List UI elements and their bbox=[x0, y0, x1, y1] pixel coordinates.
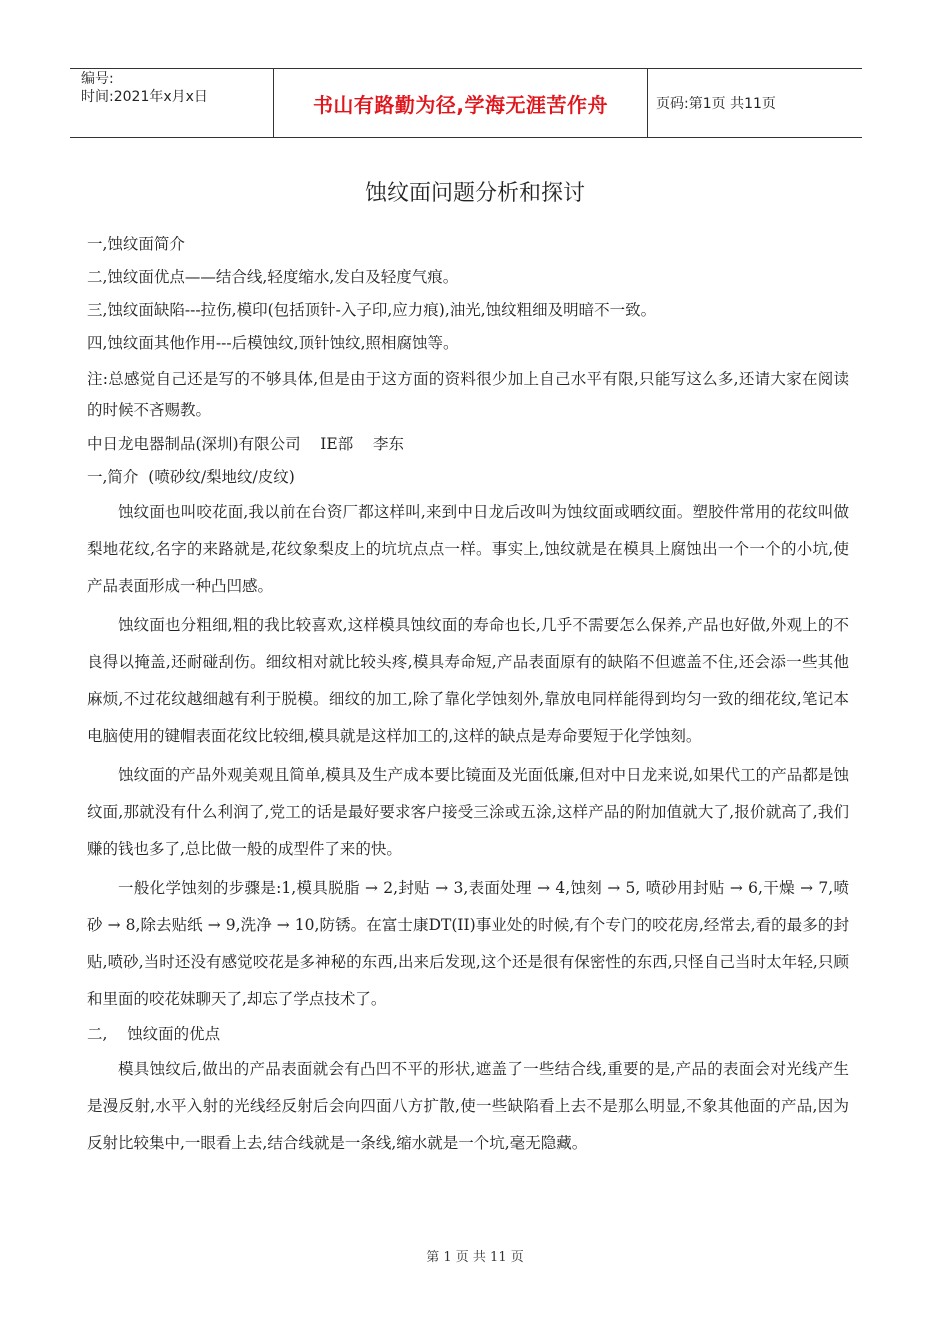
outline-item: 一,蚀纹面简介 bbox=[87, 235, 185, 253]
body-paragraph: 一般化学蚀刻的步骤是:1,模具脱脂 → 2,封贴 → 3,表面处理 → 4,蚀刻 → 5, 喷砂用封贴 → 6,干燥 → 7,喷砂 → 8,除去贴纸 → 9,洗净 → 10,防锈。在富士康DT(II)事业处的时候,有个专门的咬花房,经常去,看的最多的封贴,喷砂,当时还没有感觉咬花是多神秘的东西,出来后发现,这个还是很有保密性的东西,只怪自己当时太年轻,只顾和里面的咬花妹聊天了,却忘了学点技术了。 bbox=[87, 879, 849, 1008]
outline-item: 二,蚀纹面优点——结合线,轻度缩水,发白及轻度气痕。 bbox=[87, 268, 459, 286]
author-note: 注:总感觉自己还是写的不够具体,但是由于这方面的资料很少加上自己水平有限,只能写这么多,还请大家在阅读的时候不吝赐教。 bbox=[87, 370, 849, 419]
body-paragraph: 蚀纹面的产品外观美观且简单,模具及生产成本要比镜面及光面低廉,但对中日龙来说,如果代工的产品都是蚀纹面,那就没有什么利润了,党工的话是最好要求客户接受三涂或五涂,这样产品的附加值就大了,报价就高了,我们赚的钱也多了,总比做一般的成型件了来的快。 bbox=[87, 766, 849, 858]
document-title: 蚀纹面问题分析和探讨 bbox=[364, 181, 585, 206]
author-line: 中日龙电器制品(深圳)有限公司 IE部 李东 bbox=[87, 435, 404, 453]
section-heading: 二, 蚀纹面的优点 bbox=[87, 1025, 221, 1043]
outline-item: 三,蚀纹面缺陷---拉伤,模印(包括顶针-入子印,应力痕),油光,蚀纹粗细及明暗不一致。 bbox=[87, 301, 657, 319]
header-table bbox=[70, 68, 862, 138]
header-meta-cell bbox=[70, 69, 273, 137]
body-paragraph: 模具蚀纹后,做出的产品表面就会有凸凹不平的形状,遮盖了一些结合线,重要的是,产品的表面会对光线产生是漫反射,水平入射的光线经反射后会向四面八方扩散,使一些缺陷看上去不是那么明显,不象其他面的产品,因为反射比较集中,一眼看上去,结合线就是一条线,缩水就是一个坑,毫无隐藏。 bbox=[87, 1060, 849, 1152]
document-number-label: 编号: bbox=[81, 71, 114, 87]
section-heading: 一,简介 (喷砂纹/梨地纹/皮纹) bbox=[87, 468, 295, 486]
document-time-label: 时间:2021年x月x日 bbox=[81, 89, 208, 105]
page-footer: 第 1 页 共 11 页 bbox=[426, 1250, 524, 1265]
body-paragraph: 蚀纹面也叫咬花面,我以前在台资厂都这样叫,来到中日龙后改叫为蚀纹面或晒纹面。塑胶件常用的花纹叫做梨地花纹,名字的来路就是,花纹象梨皮上的坑坑点点一样。事实上,蚀纹就是在模具上腐蚀出一个一个的小坑,使产品表面形成一种凸凹感。 bbox=[87, 503, 849, 595]
header-page-info: 页码:第1页 共11页 bbox=[656, 96, 776, 112]
outline-item: 四,蚀纹面其他作用---后模蚀纹,顶针蚀纹,照相腐蚀等。 bbox=[87, 334, 459, 352]
body-paragraph: 蚀纹面也分粗细,粗的我比较喜欢,这样模具蚀纹面的寿命也长,几乎不需要怎么保养,产品也好做,外观上的不良得以掩盖,还耐碰刮伤。细纹相对就比较头疼,模具寿命短,产品表面原有的缺陷不但遮盖不住,还会添一些其他麻烦,不过花纹越细越有利于脱模。细纹的加工,除了靠化学蚀刻外,靠放电同样能得到均匀一致的细花纹,笔记本电脑使用的键帽表面花纹比较细,模具就是这样加工的,这样的缺点是寿命要短于化学蚀刻。 bbox=[87, 616, 849, 745]
header-motto: 书山有路勤为径,学海无涯苦作舟 bbox=[273, 69, 648, 137]
document-body bbox=[87, 230, 849, 1164]
